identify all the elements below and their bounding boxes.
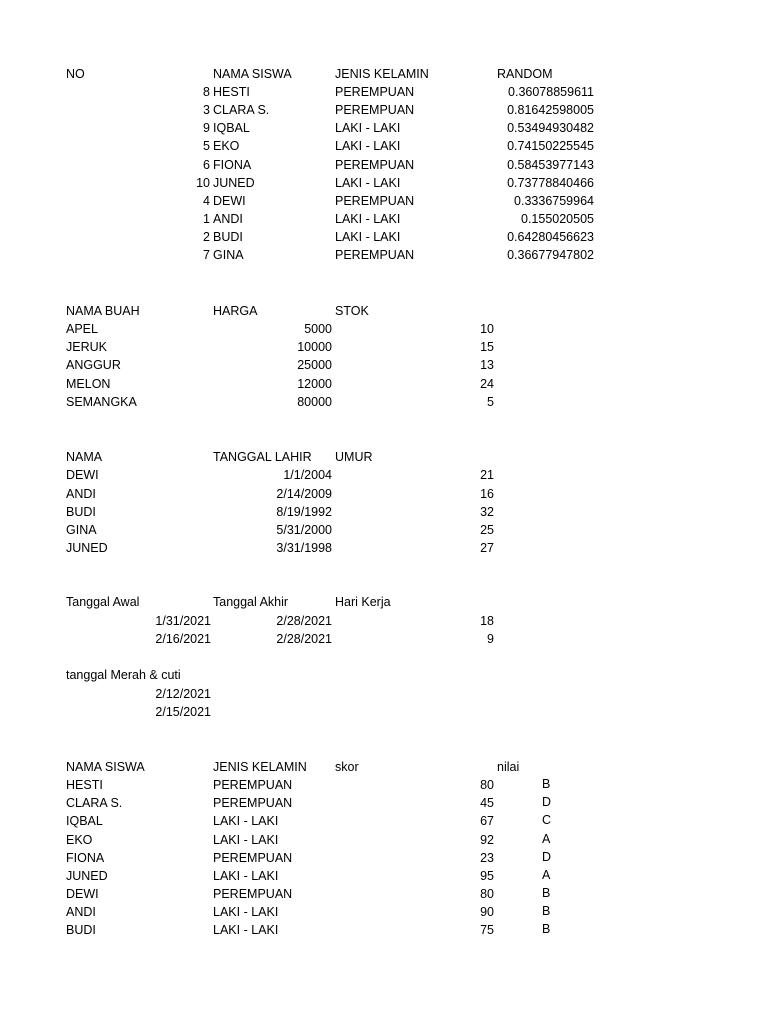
nilai-cell: A (542, 868, 551, 882)
jenis-kelamin-cell: LAKI - LAKI (213, 923, 279, 937)
nilai-cell: D (542, 795, 552, 809)
jenis-kelamin-cell: PEREMPUAN (213, 796, 293, 810)
nilai-cell: B (542, 922, 551, 936)
skor-cell: 80 (480, 778, 494, 792)
header-stok: STOK (335, 304, 369, 318)
skor-cell: 80 (480, 887, 494, 901)
jenis-kelamin-cell: LAKI - LAKI (213, 905, 279, 919)
jenis-kelamin-cell: LAKI - LAKI (335, 230, 401, 244)
harga-cell: 5000 (304, 322, 332, 336)
nilai-cell: B (542, 904, 551, 918)
umur-cell: 32 (480, 505, 494, 519)
header-jenis-kelamin: JENIS KELAMIN (213, 760, 307, 774)
header-no: NO (66, 67, 85, 81)
nama-cell: IQBAL (66, 814, 103, 828)
no-cell: 8 (203, 85, 210, 99)
skor-cell: 45 (480, 796, 494, 810)
skor-cell: 23 (480, 851, 494, 865)
tanggal-lahir-cell: 3/31/1998 (276, 541, 332, 555)
header-random: RANDOM (497, 67, 553, 81)
jenis-kelamin-cell: PEREMPUAN (213, 887, 293, 901)
jenis-kelamin-cell: LAKI - LAKI (213, 833, 279, 847)
tanggal-lahir-cell: 2/14/2009 (276, 487, 332, 501)
tanggal-awal-cell: 2/16/2021 (155, 632, 211, 646)
nilai-cell: D (542, 850, 552, 864)
header-tanggal-lahir: TANGGAL LAHIR (213, 450, 312, 464)
skor-cell: 67 (480, 814, 494, 828)
hari-kerja-cell: 18 (480, 614, 494, 628)
no-cell: 3 (203, 103, 210, 117)
header-harga: HARGA (213, 304, 258, 318)
jenis-kelamin-cell: PEREMPUAN (335, 194, 415, 208)
holiday-label: tanggal Merah & cuti (66, 668, 181, 682)
nama-cell: EKO (66, 833, 93, 847)
header-nama-buah: NAMA BUAH (66, 304, 140, 318)
random-cell: 0.58453977143 (507, 158, 594, 172)
nama-cell: DEWI (213, 194, 246, 208)
no-cell: 4 (203, 194, 210, 208)
jenis-kelamin-cell: LAKI - LAKI (213, 869, 279, 883)
header-tanggal-akhir: Tanggal Akhir (213, 595, 289, 609)
nama-cell: JUNED (213, 176, 255, 190)
tanggal-lahir-cell: 8/19/1992 (276, 505, 332, 519)
nilai-cell: B (542, 886, 551, 900)
no-cell: 9 (203, 121, 210, 135)
tanggal-lahir-cell: 5/31/2000 (276, 523, 332, 537)
nilai-cell: A (542, 832, 551, 846)
no-cell: 5 (203, 139, 210, 153)
no-cell: 6 (203, 158, 210, 172)
harga-cell: 80000 (297, 395, 332, 409)
header-nama: NAMA (66, 450, 103, 464)
header-jenis-kelamin: JENIS KELAMIN (335, 67, 429, 81)
nama-cell: FIONA (213, 158, 252, 172)
random-cell: 0.36078859611 (508, 85, 594, 99)
nama-cell: JERUK (66, 340, 107, 354)
random-cell: 0.36677947802 (507, 248, 594, 262)
nama-cell: ANDI (66, 905, 96, 919)
jenis-kelamin-cell: LAKI - LAKI (213, 814, 279, 828)
umur-cell: 16 (480, 487, 494, 501)
jenis-kelamin-cell: LAKI - LAKI (335, 176, 401, 190)
stok-cell: 5 (487, 395, 494, 409)
nilai-cell: C (542, 813, 552, 827)
no-cell: 2 (203, 230, 210, 244)
header-hari-kerja: Hari Kerja (335, 595, 391, 609)
random-cell: 0.81642598005 (507, 103, 594, 117)
header-umur: UMUR (335, 450, 373, 464)
umur-cell: 21 (480, 468, 494, 482)
jenis-kelamin-cell: PEREMPUAN (335, 248, 415, 262)
jenis-kelamin-cell: PEREMPUAN (335, 103, 415, 117)
nama-cell: EKO (213, 139, 240, 153)
nama-cell: JUNED (66, 541, 108, 555)
harga-cell: 10000 (297, 340, 332, 354)
tanggal-lahir-cell: 1/1/2004 (283, 468, 332, 482)
random-cell: 0.155020505 (521, 212, 594, 226)
nama-cell: GINA (213, 248, 244, 262)
random-cell: 0.74150225545 (507, 139, 594, 153)
umur-cell: 25 (480, 523, 494, 537)
nama-cell: MELON (66, 377, 111, 391)
no-cell: 10 (196, 176, 210, 190)
header-skor: skor (335, 760, 359, 774)
tanggal-awal-cell: 1/31/2021 (155, 614, 211, 628)
header-nama-siswa: NAMA SISWA (66, 760, 145, 774)
random-cell: 0.73778840466 (507, 176, 594, 190)
nama-cell: BUDI (66, 505, 96, 519)
nama-cell: APEL (66, 322, 98, 336)
jenis-kelamin-cell: LAKI - LAKI (335, 139, 401, 153)
umur-cell: 27 (480, 541, 494, 555)
skor-cell: 90 (480, 905, 494, 919)
nama-cell: HESTI (213, 85, 250, 99)
jenis-kelamin-cell: LAKI - LAKI (335, 212, 401, 226)
hari-kerja-cell: 9 (487, 632, 494, 646)
nilai-cell: B (542, 777, 551, 791)
nama-cell: BUDI (213, 230, 243, 244)
nama-cell: ANDI (213, 212, 243, 226)
header-nilai: nilai (497, 760, 520, 774)
nama-cell: FIONA (66, 851, 105, 865)
nama-cell: ANDI (66, 487, 96, 501)
stok-cell: 24 (480, 377, 494, 391)
random-cell: 0.3336759964 (514, 194, 594, 208)
tanggal-akhir-cell: 2/28/2021 (276, 614, 332, 628)
jenis-kelamin-cell: PEREMPUAN (213, 851, 293, 865)
header-tanggal-awal: Tanggal Awal (66, 595, 140, 609)
nama-cell: DEWI (66, 887, 99, 901)
random-cell: 0.64280456623 (507, 230, 594, 244)
nama-cell: JUNED (66, 869, 108, 883)
harga-cell: 25000 (297, 358, 332, 372)
random-cell: 0.53494930482 (507, 121, 594, 135)
stok-cell: 10 (480, 322, 494, 336)
tanggal-akhir-cell: 2/28/2021 (276, 632, 332, 646)
stok-cell: 15 (480, 340, 494, 354)
jenis-kelamin-cell: LAKI - LAKI (335, 121, 401, 135)
nama-cell: IQBAL (213, 121, 250, 135)
no-cell: 1 (203, 212, 210, 226)
nama-cell: CLARA S. (66, 796, 123, 810)
nama-cell: SEMANGKA (66, 395, 137, 409)
jenis-kelamin-cell: PEREMPUAN (213, 778, 293, 792)
harga-cell: 12000 (297, 377, 332, 391)
skor-cell: 92 (480, 833, 494, 847)
nama-cell: ANGGUR (66, 358, 121, 372)
jenis-kelamin-cell: PEREMPUAN (335, 158, 415, 172)
nama-cell: GINA (66, 523, 97, 537)
skor-cell: 95 (480, 869, 494, 883)
nama-cell: DEWI (66, 468, 99, 482)
holiday-date: 2/12/2021 (155, 687, 211, 701)
nama-cell: HESTI (66, 778, 103, 792)
holiday-date: 2/15/2021 (155, 705, 211, 719)
header-nama-siswa: NAMA SISWA (213, 67, 292, 81)
nama-cell: BUDI (66, 923, 96, 937)
stok-cell: 13 (480, 358, 494, 372)
skor-cell: 75 (480, 923, 494, 937)
no-cell: 7 (203, 248, 210, 262)
nama-cell: CLARA S. (213, 103, 270, 117)
jenis-kelamin-cell: PEREMPUAN (335, 85, 415, 99)
